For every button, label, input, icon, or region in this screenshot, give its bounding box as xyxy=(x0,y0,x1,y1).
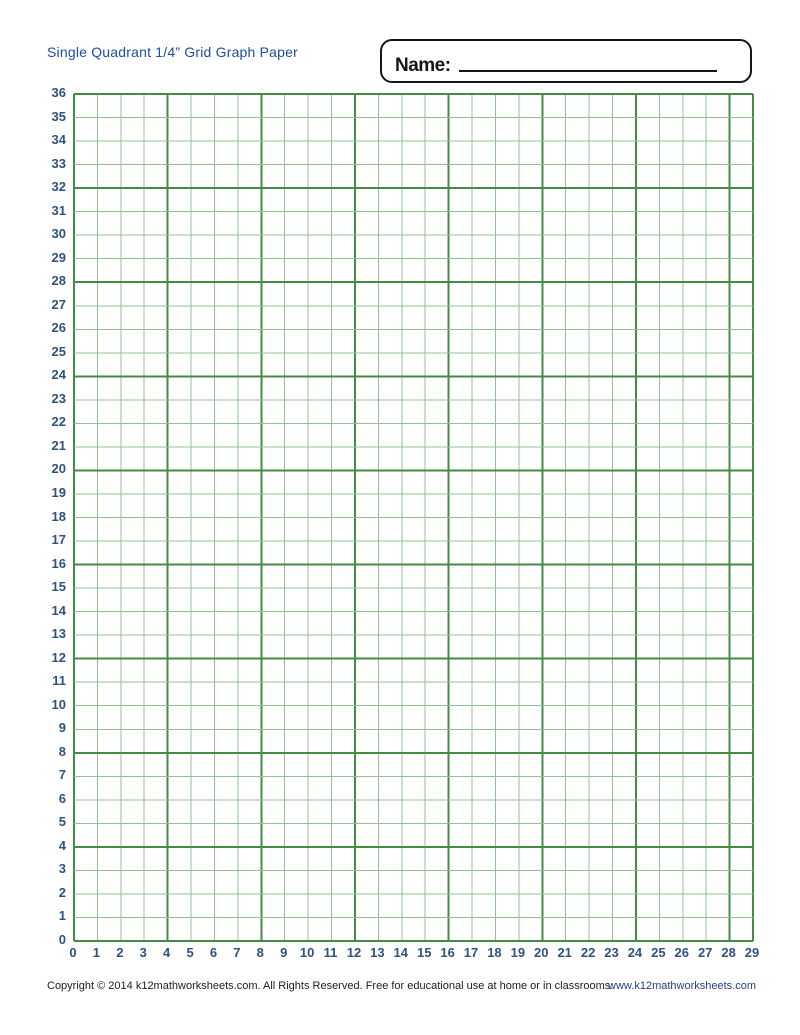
y-axis-label: 16 xyxy=(51,555,66,571)
x-axis-label: 3 xyxy=(139,945,147,960)
x-axis-label: 15 xyxy=(416,945,432,960)
y-axis-label: 12 xyxy=(51,649,66,665)
x-axis-label: 1 xyxy=(92,945,101,960)
y-axis-label: 34 xyxy=(51,132,66,148)
x-axis-label: 2 xyxy=(116,945,124,960)
y-axis-label: 5 xyxy=(58,814,66,830)
x-axis-label: 20 xyxy=(534,945,549,960)
y-axis-label: 23 xyxy=(51,390,66,406)
x-axis-label: 13 xyxy=(370,945,385,960)
x-axis-label: 17 xyxy=(463,945,479,960)
y-axis-label: 26 xyxy=(51,320,66,336)
y-axis-label: 4 xyxy=(58,837,66,853)
y-axis-label: 31 xyxy=(51,202,66,218)
y-axis-label: 17 xyxy=(51,532,66,548)
x-axis-label: 7 xyxy=(233,945,241,960)
graph-grid xyxy=(73,93,754,942)
x-axis-label: 10 xyxy=(299,945,315,960)
y-axis-label: 10 xyxy=(51,696,66,712)
page-title: Single Quadrant 1/4” Grid Graph Paper xyxy=(47,44,298,60)
x-axis-label: 16 xyxy=(440,945,455,960)
x-axis-label: 25 xyxy=(651,945,666,960)
x-axis-label: 24 xyxy=(627,945,643,960)
x-axis-label: 19 xyxy=(510,945,526,960)
x-axis-label: 26 xyxy=(674,945,689,960)
x-axis-label: 8 xyxy=(256,945,264,960)
x-axis-label: 6 xyxy=(209,945,218,960)
y-axis-label: 19 xyxy=(51,484,66,500)
y-axis-label: 30 xyxy=(51,226,66,242)
x-axis-label: 14 xyxy=(393,945,409,960)
y-axis-label: 8 xyxy=(58,743,66,759)
y-axis-label: 35 xyxy=(51,108,66,124)
y-axis-label: 11 xyxy=(52,673,66,689)
y-axis-label: 1 xyxy=(58,908,66,924)
x-axis-label: 21 xyxy=(557,945,572,960)
name-box xyxy=(380,39,752,83)
x-axis-label: 27 xyxy=(697,945,713,960)
y-axis-label: 36 xyxy=(51,85,66,100)
y-axis-label: 18 xyxy=(51,508,66,524)
x-axis-labels xyxy=(69,944,760,962)
x-axis-label: 4 xyxy=(163,945,171,960)
y-axis-label: 0 xyxy=(58,932,66,947)
x-axis-label: 12 xyxy=(346,945,362,960)
y-axis-label: 15 xyxy=(51,579,66,595)
y-axis-label: 2 xyxy=(58,884,66,900)
footer-copyright: Copyright © 2014 k12mathworksheets.com. All Rights Reserved. Free for educational use at home or in classrooms. xyxy=(47,980,614,992)
x-axis-label: 23 xyxy=(604,945,619,960)
x-axis-label: 29 xyxy=(744,945,760,960)
y-axis-label: 21 xyxy=(51,437,66,453)
y-axis-label: 7 xyxy=(58,767,66,783)
y-axis-label: 9 xyxy=(58,720,66,736)
x-axis-label: 18 xyxy=(487,945,502,960)
y-axis-label: 29 xyxy=(51,249,66,265)
x-axis-label: 22 xyxy=(580,945,596,960)
y-axis-label: 13 xyxy=(51,626,66,642)
y-axis-label: 32 xyxy=(51,179,66,195)
footer-website: www.k12mathworksheets.com xyxy=(608,980,756,992)
x-axis-label: 28 xyxy=(721,945,736,960)
x-axis-label: 0 xyxy=(69,945,77,960)
x-axis-label: 11 xyxy=(323,945,338,960)
y-axis-label: 3 xyxy=(58,861,66,877)
y-axis-label: 22 xyxy=(51,414,66,430)
y-axis-label: 6 xyxy=(58,790,66,806)
y-axis-label: 14 xyxy=(51,602,66,618)
y-axis-labels xyxy=(16,85,66,947)
y-axis-label: 25 xyxy=(51,343,66,359)
y-axis-label: 27 xyxy=(51,296,66,312)
y-axis-label: 33 xyxy=(51,155,66,171)
name-label: Name: xyxy=(395,55,451,76)
y-axis-label: 24 xyxy=(51,367,66,383)
y-axis-label: 28 xyxy=(51,273,66,289)
x-axis-label: 9 xyxy=(280,945,288,960)
y-axis-label: 20 xyxy=(51,461,66,477)
x-axis-label: 5 xyxy=(186,945,194,960)
name-underline xyxy=(459,70,717,72)
